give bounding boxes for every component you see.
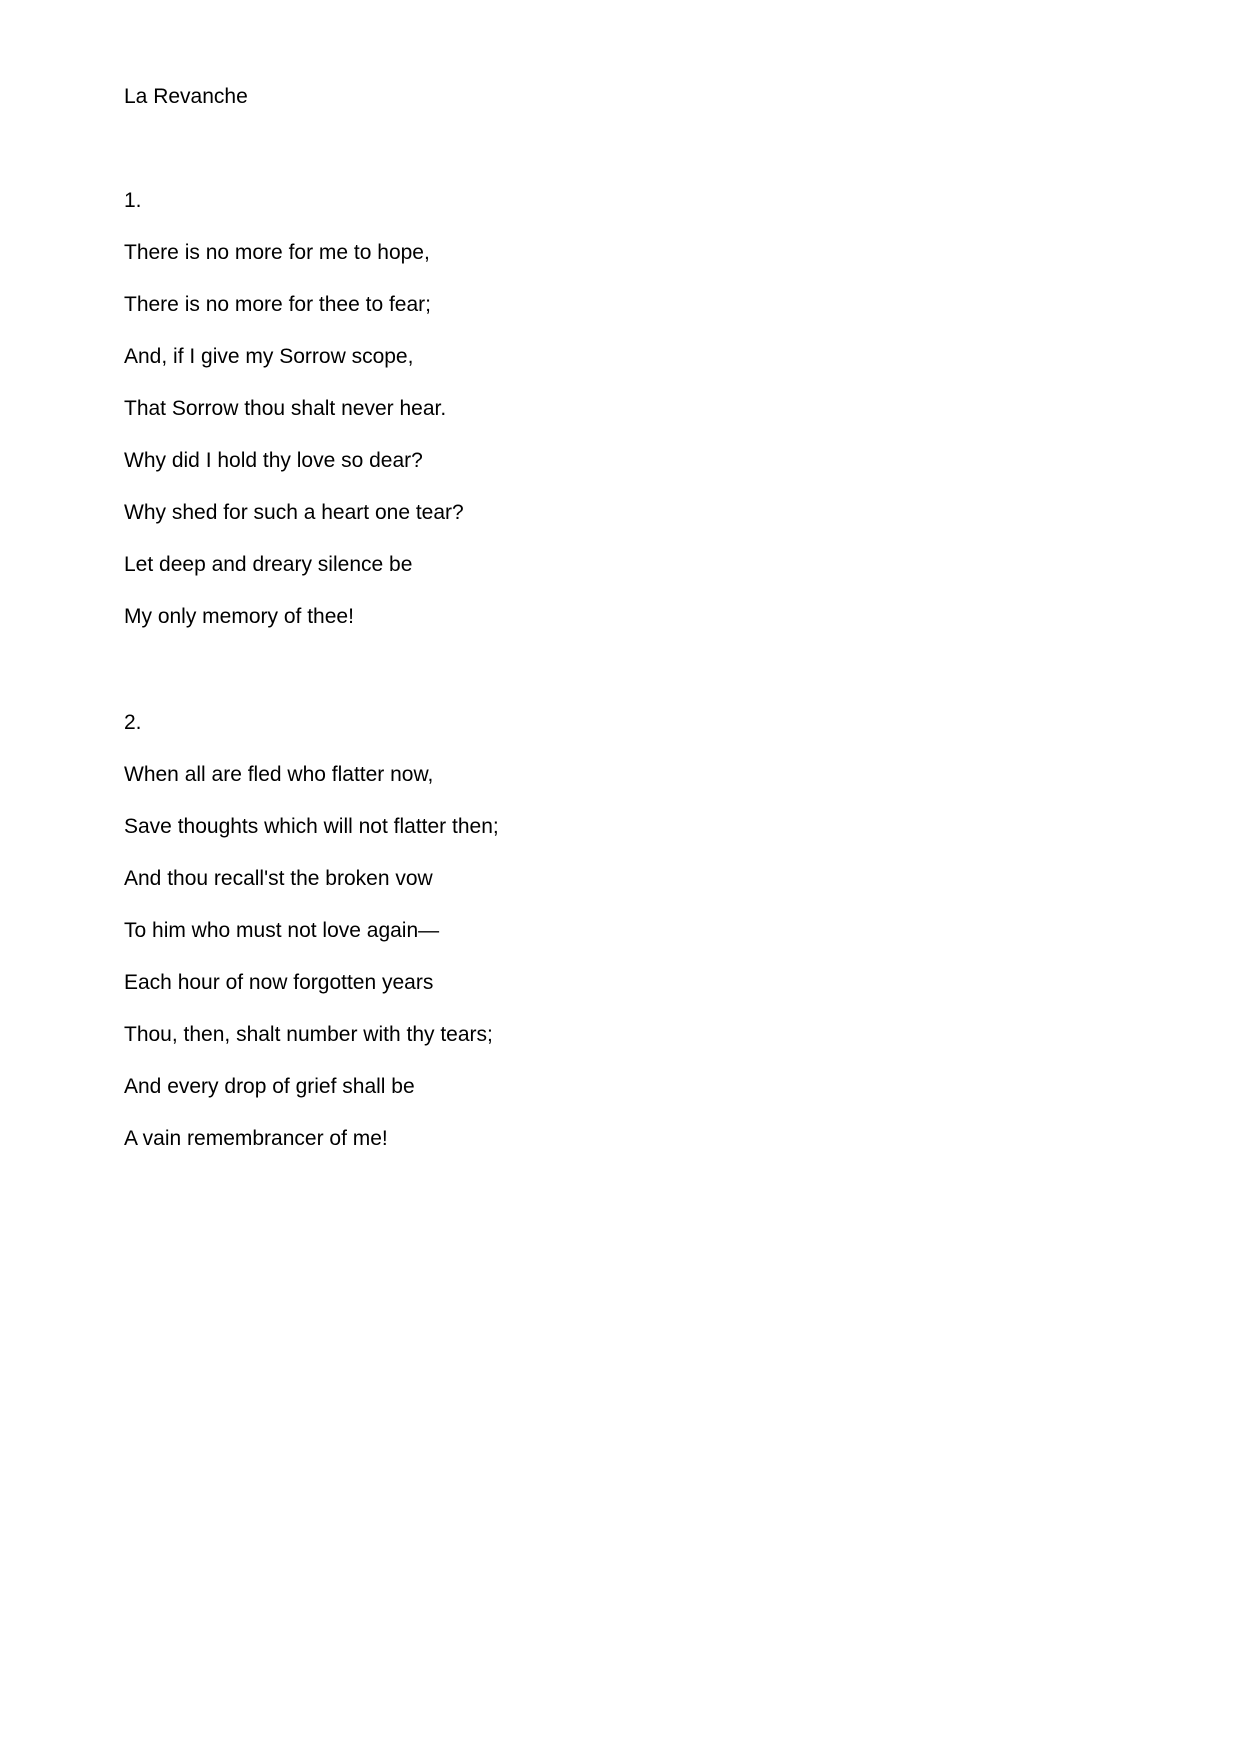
stanza [124, 712, 499, 1180]
verse-line: My only memory of thee! [124, 605, 354, 628]
verse-line: A vain remembrancer of me! [124, 1127, 388, 1150]
verse-line: Each hour of now forgotten years [124, 971, 434, 994]
verse-line: Thou, then, shalt number with thy tears; [124, 1023, 493, 1046]
verse-line: There is no more for me to hope, [124, 241, 430, 264]
verse-line: Save thoughts which will not flatter then; [124, 815, 499, 838]
stanza-number: 2. [124, 711, 142, 734]
verse-line: And thou recall'st the broken vow [124, 867, 433, 890]
verse-line: Why shed for such a heart one tear? [124, 501, 464, 524]
verse-line: That Sorrow thou shalt never hear. [124, 397, 447, 420]
verse-line: Let deep and dreary silence be [124, 553, 413, 576]
verse-line: And every drop of grief shall be [124, 1075, 415, 1098]
stanza-number: 1. [124, 189, 142, 212]
verse-line: Why did I hold thy love so dear? [124, 449, 423, 472]
verse-line: To him who must not love again— [124, 919, 440, 942]
stanza [124, 190, 464, 658]
document-title: La Revanche [124, 85, 248, 108]
verse-line: When all are fled who flatter now, [124, 763, 434, 786]
verse-line: There is no more for thee to fear; [124, 293, 431, 316]
verse-line: And, if I give my Sorrow scope, [124, 345, 414, 368]
